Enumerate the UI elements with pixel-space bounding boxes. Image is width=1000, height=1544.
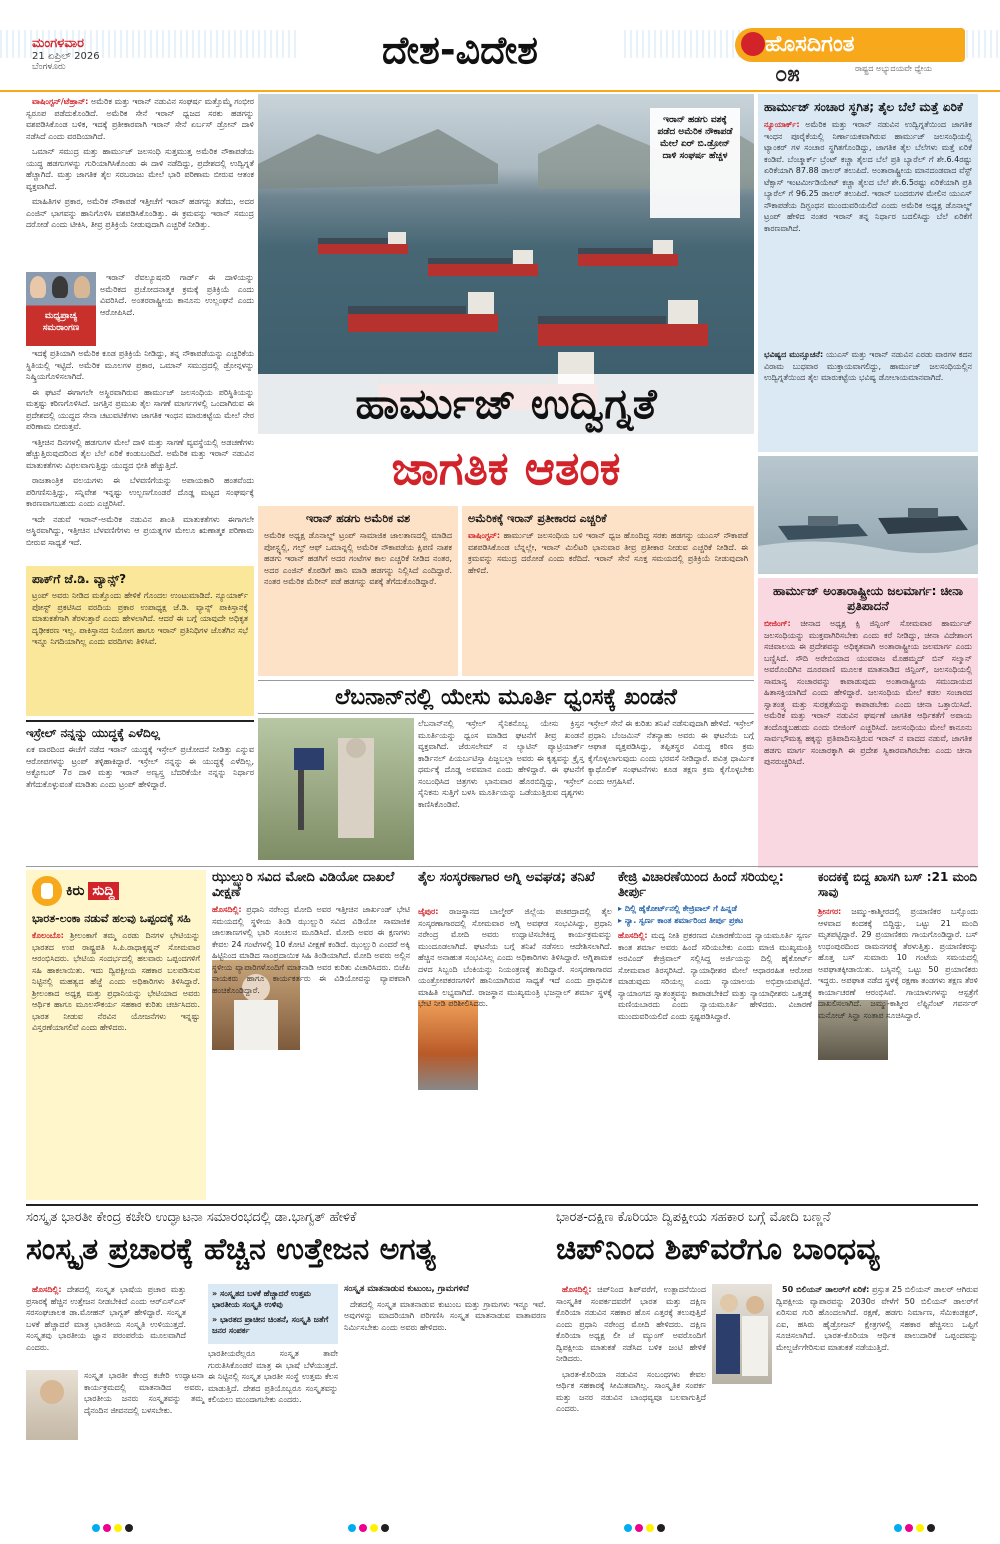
sanskrit-body2: ಸಂಸ್ಕೃತ ಭಾರತೀ ಕೇಂದ್ರ ಕಚೇರಿ ಉದ್ಘಾಟನಾ ಕಾರ್ಯಕ್ರಮದಲ್ಲಿ ಮಾತನಾಡಿದ ಅವರು, ಭಾರತೀಯ ಜನರು ಸಂಸ್ಕೃತವನ್ನು ತಮ್ಮ ದೈನಂದಿನ ಜೀವನದಲ್ಲಿ ಬಳಸಬೇಕು. [84, 1371, 204, 1415]
sanskrit-bullets [208, 1284, 338, 1344]
sanskrit-bullet1: » ಸಂಸ್ಕೃತದ ಬಳಕೆ ಹೆಚ್ಚಾದರೆ ಉತ್ತಮ ಭಾರತೀಯ ಸಂಸ್ಕೃತಿ ಉಳಿವು [212, 1289, 311, 1309]
sanskrit-headline: ಸಂಸ್ಕೃತ ಪ್ರಚಾರಕ್ಕೆ ಹೆಚ್ಚಿನ ಉತ್ತೇಜನ ಅಗತ್ಯ [26, 1232, 436, 1267]
korea-headline: ಚಿಪ್‌ನಿಂದ ಶಿಪ್‌ವರೆಗೂ ಬಾಂಧವ್ಯ [556, 1232, 880, 1267]
lebanon-col2: ಇಸ್ರೇಲ್ ಸೇನೆ ಈ ಕುರಿತು ತನಿಖೆ ನಡೆಸುವುದಾಗಿ ಹೇಳಿದೆ. ಇಸ್ರೇಲ್ ಪ್ರಧಾನಿ ಬೆಂಜಮಿನ್ ನೆತನ್ಯಾಹು ಅವರು ಈ ಘಟನೆಯ ಬಗ್ಗೆ ಆಘಾತ ವ್ಯಕ್ತಪಡಿಸಿದ್ದು, ತಪ್ಪಿತಸ್ಥರ ವಿರುದ್ಧ ಕಠಿಣ ಕ್ರಮ ಕೈಗೊಳ್ಳಲಾಗುವುದು ಎಂದು ಭರವಸೆ ನೀಡಿದ್ದಾರೆ. ಪವಿತ್ರ ಧಾರ್ಮಿಕ ಕ್ಯಾಥೊಲಿಕ್ ಸಂಘಟನೆಗಳು ಕೂಡ ತಕ್ಷಣ ಕ್ರಮ ಕೈಗೊಳ್ಳಬೇಕು ಎಂದು ಆಗ್ರಹಿಸಿವೆ. [588, 719, 754, 786]
korea-bold-line: 50 ಬಿಲಿಯನ್ ಡಾಲರ್‌ಗೆ ಏರಿಕೆ: [782, 1285, 870, 1294]
kejriwal-bullet2: ▸ ನ್ಯಾ. ಸ್ವರ್ಣ ಕಾಂತ ಶರ್ಮಾರಿಂದ ತೀರ್ಪು ಪ್ರಕಟ [618, 916, 744, 925]
kiru-label-a: ಕಿರು [66, 883, 85, 899]
photo-caption: ಇರಾನ್ ಹಡಗು ವಶಕ್ಕೆ ಪಡೆದ ಅಮೆರಿಕ ನೌಕಾಪಡೆ ಮೇಲೆ ಏರ್ ಬಿ.ಡ್ರೋನ್ ದಾಳಿ ಸಂಘರ್ಷ ಹೆಚ್ಚಳ [650, 108, 740, 218]
kiru-hand-icon [32, 876, 62, 906]
korea-kicker: ಭಾರತ-ದಕ್ಷಿಣ ಕೊರಿಯಾ ದ್ವಿಪಕ್ಷೀಯ ಸಹಕಾರ ಬಗ್ಗೆ ಮೋದಿ ಬಣ್ಣನೆ [556, 1210, 831, 1225]
lead-p8: ರಾಜತಾಂತ್ರಿಕ ವಲಯಗಳು ಈ ಬೆಳವಣಿಗೆಯನ್ನು ಅಪಾಯಕಾರಿ ಹಂತವೆಂದು ಪರಿಗಣಿಸುತ್ತಿದ್ದು, ಸನ್ನಿವೇಶ ಇನ್ನಷ್ಟು ಉಲ್ಬಣಗೊಂಡರೆ ದೊಡ್ಡ ಮಟ್ಟದ ಸಂಘರ್ಷಕ್ಕೆ ಕಾರಣವಾಗಬಹುದು ಎಂದು ಎಚ್ಚರಿಸಿವೆ. [26, 476, 254, 508]
speedboat-photo [758, 456, 978, 574]
hormuz-box [758, 94, 978, 452]
kiru-title: ಭಾರತ-ಲಂಕಾ ನಡುವೆ ಹಲವು ಒಪ್ಪಂದಕ್ಕೆ ಸಹಿ [32, 912, 191, 925]
pak-box [26, 566, 254, 716]
kiru-dateline: ಕೊಲಂಬೊ: [32, 931, 64, 940]
section-title: ದೇಶ-ವಿದೇಶ [300, 28, 620, 78]
iran-us-right-body: ಹಾರ್ಮುಜ್ ಜಲಸಂಧಿಯ ಬಳಿ ಇರಾನ್ ಧ್ವಜ ಹೊಂದಿದ್ದ ಸರಕು ಹಡಗನ್ನು ಯುಎಸ್ ನೌಕಾಪಡೆ ವಶಪಡಿಸಿಕೊಂಡ ಬೆನ್ನಲ್ಲೇ, ಇರಾನ್ ಮಿಲಿಟರಿ ಭಾನುವಾರ ತೀವ್ರ ಪ್ರತೀಕಾರ ನೀಡುವ ಎಚ್ಚರಿಕೆ ನೀಡಿದೆ. ಈ ಕ್ರಮವನ್ನು ಸಮುದ್ರ ದರೋಡೆ ಎಂದು ಕರೆದಿದೆ. ಇರಾನ್ ಸೇನೆ ಸೂಕ್ತ ಸಮಯದಲ್ಲಿ ಪ್ರತಿಕ್ರಿಯೆ ನೀಡುವುದಾಗಿ ಹೇಳಿದೆ. [468, 531, 748, 575]
kejriwal-dateline: ಹೊಸದಿಲ್ಲಿ: [618, 931, 648, 940]
israel-body: ಏಕ ವಾರದಿಂದ ಈಚೆಗೆ ನಡೆದ ಇರಾನ್ ಯುದ್ಧಕ್ಕೆ ಇಸ್ರೇಲ್ ಪ್ರಚೋದನೆ ನೀಡಿತ್ತು ಎನ್ನುವ ಆರೋಪಗಳನ್ನು ಟ್ರಂಪ್ ತಳ್ಳಿಹಾಕಿದ್ದಾರೆ. ಇಸ್ರೇಲ್ ನನ್ನನ್ನು ಈ ಯುದ್ಧಕ್ಕೆ ಎಳೆದಿಲ್ಲ, ಅಕ್ಟೋಬರ್ 7ರ ದಾಳಿ ಮತ್ತು ಇರಾನ್ ಅಣ್ವಸ್ತ್ರ ಬೆದರಿಕೆಯೇ ನನ್ನನ್ನು ನಿರ್ಧಾರ ತೆಗೆದುಕೊಳ್ಳುವಂತೆ ಮಾಡಿತು ಎಂದು ಟ್ರಂಪ್ ಹೇಳಿದ್ದಾರೆ. [26, 745, 254, 789]
hormuz-body2: ಯುಎಸ್ ಮತ್ತು ಇರಾನ್ ನಡುವಿನ ಎರಡು ವಾರಗಳ ಕದನ ವಿರಾಮ ಬುಧವಾರ ಮುಕ್ತಾಯವಾಗಲಿದ್ದು, ಹಾರ್ಮುಜ್ ಜಲಸಂಧಿಯಲ್ಲಿನ ಉದ್ವಿಗ್ನತೆಯಿಂದ ತೈಲ ಮಾರುಕಟ್ಟೆಯ ಭವಿಷ್ಯ ಡೋಲಾಯಮಾನವಾಗಿದೆ. [764, 350, 972, 382]
pak-body: ಟ್ರಂಪ್ ಅವರು ನೀಡಿದ ಮತ್ತೊಂದು ಹೇಳಿಕೆ ಗೊಂದಲ ಉಂಟುಮಾಡಿದೆ. ನ್ಯೂಯಾರ್ಕ್ ಪೋಸ್ಟ್ ಪ್ರಕಟಿಸಿದ ವರದಿಯ ಪ್ರಕಾರ ಉಪಾಧ್ಯಕ್ಷ ಜೆ.ಡಿ. ವ್ಯಾನ್ಸ್ ಪಾಕಿಸ್ತಾನಕ್ಕೆ ಮಾತುಕತೆಗಾಗಿ ತೆರಳುತ್ತಾರೆ ಎಂದು ಹೇಳಲಾಗಿದೆ. ಆದರೆ ಈ ಬಗ್ಗೆ ಯಾವುದೇ ಅಧಿಕೃತ ದೃಢೀಕರಣ ಇಲ್ಲ. ಪಾಕಿಸ್ತಾನದ ನಿಯೋಗ ಹಾಗೂ ಇರಾನ್ ಪ್ರತಿನಿಧಿಗಳ ಜೊತೆಗಿನ ಸಭೆ ಇನ್ನೂ ನಿಗದಿಯಾಗಿಲ್ಲ ಎಂದು ವರದಿಗಳು ತಿಳಿಸಿವೆ. [32, 591, 248, 646]
mideast-badge [26, 272, 96, 346]
hormuz-title: ಹಾರ್ಮುಜ್ ಸಂಚಾರ ಸ್ಥಗಿತ; ತೈಲ ಬೆಲೆ ಮತ್ತೆ ಏರಿಕೆ [764, 100, 963, 114]
lead-p3: ಮಾಹಿತಿಗಳ ಪ್ರಕಾರ, ಅಮೆರಿಕ ನೌಕಾಪಡೆ ಇತ್ತೀಚೆಗೆ ಇರಾನ್ ಹಡಗನ್ನು ತಡೆದು, ಅದರ ಎಂಜಿನ್ ಭಾಗವನ್ನು ಹಾನಿಗೊಳಿಸಿ ವಶಪಡಿಸಿಕೊಂಡಿತ್ತು. ಈ ಕ್ರಮವನ್ನು ಇರಾನ್ ಸಮುದ್ರ ದರೋಡೆ ಎಂದು ಟೀಕಿಸಿ, ತೀವ್ರ ಪ್ರತಿಕ್ರಿಯೆ ನೀಡುವುದಾಗಿ ಎಚ್ಚರಿಕೆ ನೀಡಿತ್ತು. [26, 197, 254, 229]
header-day: ಮಂಗಳವಾರ [32, 36, 85, 51]
iran-us-left-title: ಇರಾನ್ ಹಡಗು ಅಮೆರಿಕ ವಶ [305, 512, 411, 525]
mid-rule [26, 866, 978, 867]
print-dots-1 [92, 1524, 133, 1532]
modi-video-title: ಝುಲ್ಝುರಿ ಸವಿದ ಮೋದಿ ವಿಡಿಯೋ ದಾಖಲೆ ವೀಕ್ಷಣೆ [212, 870, 395, 900]
refinery-photo [418, 1000, 478, 1090]
mideast-badge-label: ಮಧ್ಯಪ್ರಾಚ್ಯ ಸಮರಾಂಗಣ [42, 311, 80, 333]
korea-body2: ಭಾರತ-ಕೊರಿಯಾ ನಡುವಿನ ಸಂಬಂಧಗಳು ಕೇವಲ ಆರ್ಥಿಕ ಸಹಕಾರಕ್ಕೆ ಸೀಮಿತವಾಗಿಲ್ಲ. ಸಾಂಸ್ಕೃತಿಕ ಸಂಪರ್ಕ ಮತ್ತು ಜನರ ನಡುವಿನ ಬಾಂಧವ್ಯವೂ ಬಲವಾಗುತ್ತಿದೆ ಎಂದರು. [556, 1369, 706, 1413]
refinery-title: ತೈಲ ಸಂಸ್ಕರಣಾಗಾರ ಅಗ್ನಿ ಅವಘಡ; ತನಿಖೆ [418, 870, 595, 885]
iran-us-right-title: ಅಮೆರಿಕಕ್ಕೆ ಇರಾನ್ ಪ್ರತೀಕಾರದ ಎಚ್ಚರಿಕೆ [468, 512, 607, 525]
lead-story-top [26, 96, 254, 270]
kejriwal-bullet1: ▸ ದಿಲ್ಲಿ ಹೈಕೋರ್ಟ್‌ನಲ್ಲಿ ಕೇಜ್ರಿವಾಲ್ ಗೆ ಹಿನ್ನಡೆ [618, 904, 737, 913]
page-header [0, 0, 1000, 92]
lead-p4: ಇರಾನ್ ರೆವಲ್ಯೂಷನರಿ ಗಾರ್ಡ್ ಈ ದಾಳಿಯನ್ನು ಅಮೆರಿಕದ ಪ್ರಚೋದನಾತ್ಮಕ ಕ್ರಮಕ್ಕೆ ಪ್ರತಿಕ್ರಿಯೆ ಎಂದು ವಿವರಿಸಿದೆ. ಅಂತರರಾಷ್ಟ್ರೀಯ ಕಾನೂನು ಉಲ್ಲಂಘನೆ ಎಂದು ಆರೋಪಿಸಿದೆ. [100, 273, 254, 317]
header-date: 21 ಏಪ್ರಿಲ್ 2026 [32, 51, 100, 62]
kejriwal-title: ಕೇಜ್ರಿ ವಿಚಾರಣೆಯಿಂದ ಹಿಂದೆ ಸರಿಯಲ್ಲ: ತೀರ್ಪು [618, 870, 784, 900]
sanskrit-body3: ಭಾರತೀಯರೆಲ್ಲರೂ ಸಂಸ್ಕೃತ ತಾವೇ ಗುರುತಿಸಿಕೊಂಡರೆ ಮಾತ್ರ ಈ ಭಾಷೆ ಬೆಳೆಯುತ್ತದೆ. ಈ ನಿಟ್ಟಿನಲ್ಲಿ ಸಂಸ್ಕೃತ ಭಾರತೀ ಸಂಸ್ಥೆ ಉತ್ತಮ ಕೆಲಸ ಮಾಡುತ್ತಿದೆ. ದೇಶದ ಪ್ರತಿಯೊಬ್ಬರೂ ಸಂಸ್ಕೃತವನ್ನು ಕಲಿಯಲು ಮುಂದಾಗಬೇಕು ಎಂದರು. [208, 1349, 338, 1404]
korea-col1 [556, 1284, 706, 1516]
iran-us-right [462, 506, 754, 676]
korea-body1: ಚಿಪ್‌ನಿಂದ ಶಿಪ್‌ವರೆಗೆ, ಉತ್ಪಾದನೆಯಿಂದ ಸಾಂಸ್ಕೃತಿಕ ಸಂಪರ್ಕದವರೆಗೆ ಭಾರತ ಮತ್ತು ದಕ್ಷಿಣ ಕೊರಿಯಾ ನಡುವಿನ ಸಹಕಾರ ಹೊಸ ಎತ್ತರಕ್ಕೆ ತಲುಪುತ್ತಿದೆ ಎಂದು ಪ್ರಧಾನಿ ನರೇಂದ್ರ ಮೋದಿ ಹೇಳಿದರು. ದಕ್ಷಿಣ ಕೊರಿಯಾ ಅಧ್ಯಕ್ಷ ಲೀ ಜೆ ಮ್ಯುಂಗ್ ಅವರೊಂದಿಗೆ ದ್ವಿಪಕ್ಷೀಯ ಮಾತುಕತೆ ನಡೆಸಿದ ಬಳಿಕ ಜಂಟಿ ಹೇಳಿಕೆ ನೀಡಿದರು. [556, 1285, 707, 1363]
lead-p7: ಇತ್ತೀಚಿನ ದಿನಗಳಲ್ಲಿ ಹಡಗುಗಳ ಮೇಲೆ ದಾಳಿ ಮತ್ತು ಸಾಗಣೆ ವ್ಯವಸ್ಥೆಯಲ್ಲಿ ಅಡಚಣೆಗಳು ಹೆಚ್ಚುತ್ತಿರುವುದರಿಂದ ತೈಲ ಬೆಲೆ ಏರಿಕೆ ಕಂಡುಬಂದಿದೆ. ಅಮೆರಿಕ ಮತ್ತು ಇರಾನ್ ನಡುವಿನ ಮಾತುಕತೆಗಳು ವಿಫಲವಾಗುತ್ತಿದ್ದು ಯುದ್ಧದ ಭೀತಿ ಹೆಚ್ಚುತ್ತಿದೆ. [26, 437, 254, 470]
sanskrit-dateline: ಹೊಸದಿಲ್ಲಿ: [32, 1285, 62, 1294]
iran-us-right-dateline: ವಾಷಿಂಗ್ಟನ್: [468, 531, 501, 540]
hormuz-dateline: ನ್ಯೂಯಾರ್ಕ್: [764, 120, 800, 129]
lead-story-side [100, 272, 254, 346]
date-box [32, 36, 142, 82]
header-rule [0, 90, 1000, 92]
iran-us-left-body: ಅಮೆರಿಕ ಅಧ್ಯಕ್ಷ ಡೊನಾಲ್ಡ್ ಟ್ರಂಪ್ ಸಾಮಾಜಿಕ ಜಾಲತಾಣದಲ್ಲಿ ಮಾಡಿದ ಪೋಸ್ಟ್ನಲ್ಲಿ, ಗಲ್ಫ್ ಆಫ್ ಒಮಾನ್ನಲ್ಲಿ ಅಮೆರಿಕ ನೌಕಾಪಡೆಯ ಕ್ಷಿಪಣಿ ನಾಶಕ ಹಡಗು ಇರಾನ್ ಹಡಗಿಗೆ ಅದರ ಗಂಟೆಗಳ ಕಾಲ ಎಚ್ಚರಿಕೆ ನೀಡಿದ ನಂತರ, ಅದರ ಎಂಜಿನ್ ಕೊಠಡಿಗೆ ಹಾನಿ ಮಾಡಿ ಹಡಗನ್ನು ನಿಲ್ಲಿಸಿದೆ ಎಂದಿದ್ದಾರೆ. ನಂತರ ಅಮೆರಿಕ ಮೆರೀನ್ ಪಡೆ ಹಡಗನ್ನು ವಶಕ್ಕೆ ತೆಗೆದುಕೊಂಡಿದ್ದಾರೆ. [264, 531, 452, 586]
kiru-body: ಶ್ರೀಲಂಕಾಗೆ ತಮ್ಮ ಎರಡು ದಿನಗಳ ಭೇಟಿಯನ್ನು ಭಾರತದ ಉಪ ರಾಷ್ಟ್ರಪತಿ ಸಿ.ಪಿ.ರಾಧಾಕೃಷ್ಣನ್ ಸೋಮವಾರ ಆರಂಭಿಸಿದರು. ಭೇಟಿಯ ಸಂದರ್ಭದಲ್ಲಿ ಹಲವಾರು ಒಪ್ಪಂದಗಳಿಗೆ ಸಹಿ ಹಾಕಲಾಯಿತು. ಇದು ದ್ವಿಪಕ್ಷೀಯ ಸಹಕಾರ ಬಲಪಡಿಸುವ ನಿಟ್ಟಿನಲ್ಲಿ ಮಹತ್ವದ ಹೆಜ್ಜೆ ಎಂದು ಅಧಿಕಾರಿಗಳು ತಿಳಿಸಿದ್ದಾರೆ. ಶ್ರೀಲಂಕಾದ ಅಧ್ಯಕ್ಷ ಮತ್ತು ಪ್ರಧಾನಿಯನ್ನು ಭೇಟಿಯಾದ ಅವರು ಆರ್ಥಿಕ ಹಾಗೂ ಮೂಲಸೌಕರ್ಯ ಸಹಕಾರ ಕುರಿತು ಚರ್ಚಿಸಿದರು. ಭಾರತ ನೀಡುವ ನೆರವಿನ ಯೋಜನೆಗಳು ಇನ್ನಷ್ಟು ವಿಸ್ತರಣೆಯಾಗಲಿವೆ ಎಂದು ಹೇಳಿದರು. [32, 931, 200, 1032]
modi-video-body: ಪ್ರಧಾನಿ ನರೇಂದ್ರ ಮೋದಿ ಅವರ ಇತ್ತೀಚಿನ ಜಾರ್ಖಂಡ್ ಭೇಟಿ ಸಮಯದಲ್ಲಿ ಸ್ಥಳೀಯ ತಿಂಡಿ ಝುಲ್ಝುರಿ ಸವಿದ ವಿಡಿಯೋ ಸಾಮಾಜಿಕ ಜಾಲತಾಣಗಳಲ್ಲಿ ಭಾರಿ ಸಂಚಲನ ಮೂಡಿಸಿದೆ. ಮೋದಿ ಅವರ ಈ ಕ್ಷಣಗಳು ಕೇವಲ 24 ಗಂಟೆಗಳಲ್ಲಿ 10 ಕೋಟಿ ವೀಕ್ಷಣೆ ಕಂಡಿದೆ. ಝುಲ್ಝುರಿ ಎಂದರೆ ಅಕ್ಕಿ ಹಿಟ್ಟಿನಿಂದ ಮಾಡಿದ ಸಾಂಪ್ರದಾಯಿಕ ಸಿಹಿ ತಿಂಡಿಯಾಗಿದೆ. ಮೋದಿ ಅವರು ಅಲ್ಲಿನ ಸ್ಥಳೀಯ ವ್ಯಾಪಾರಿಗಳೊಂದಿಗೆ ಮಾತನಾಡಿ ಅವರ ಕುರಿತು ವಿಚಾರಿಸಿದರು. ಬಿಜೆಪಿ ನಾಯಕರು ಹಾಗೂ ಕಾರ್ಯಕರ್ತರು ಈ ವಿಡಿಯೋವನ್ನು ವ್ಯಾಪಕವಾಗಿ ಹಂಚಿಕೊಂಡಿದ್ದಾರೆ. [212, 905, 410, 995]
kejriwal-body: ಮದ್ಯ ನೀತಿ ಪ್ರಕರಣದ ವಿಚಾರಣೆಯಿಂದ ನ್ಯಾಯಮೂರ್ತಿ ಸ್ವರ್ಣ ಕಾಂತ ಶರ್ಮಾ ಅವರು ಹಿಂದೆ ಸರಿಯಬೇಕು ಎಂದು ಮಾಜಿ ಮುಖ್ಯಮಂತ್ರಿ ಅರವಿಂದ್ ಕೇಜ್ರಿವಾಲ್ ಸಲ್ಲಿಸಿದ್ದ ಅರ್ಜಿಯನ್ನು ದಿಲ್ಲಿ ಹೈಕೋರ್ಟ್ ಸೋಮವಾರ ತಿರಸ್ಕರಿಸಿದೆ. ನ್ಯಾಯಾಧೀಶರ ಮೇಲೆ ಆಧಾರರಹಿತ ಆರೋಪ ಮಾಡುವುದು ಸರಿಯಲ್ಲ ಎಂದು ನ್ಯಾಯಾಲಯ ಅಭಿಪ್ರಾಯಪಟ್ಟಿದೆ. ನ್ಯಾಯಾಂಗದ ಸ್ವಾತಂತ್ರ್ಯವನ್ನು ಕಾಪಾಡಬೇಕಿದೆ ಮತ್ತು ನ್ಯಾಯಾಧೀಶರು ಒತ್ತಡಕ್ಕೆ ಮಣಿಯಬಾರದು ಎಂದು ನ್ಯಾಯಮೂರ್ತಿ ಹೇಳಿದರು. ವಿಚಾರಣೆ ಮುಂದುವರಿಯಲಿದೆ ಎಂದು ಸ್ಪಷ್ಟಪಡಿಸಿದ್ದಾರೆ. [618, 931, 812, 1021]
bus-dateline: ಶ್ರೀನಗರ: [818, 907, 842, 916]
israel-title: ಇಸ್ರೇಲ್ ನನ್ನನ್ನು ಯುದ್ಧಕ್ಕೆ ಎಳೆದಿಲ್ಲ [26, 726, 160, 740]
refinery-body: ರಾಜಸ್ಥಾನದ ಬಾಲ್ಮೇರ್ ಜಿಲ್ಲೆಯ ಪಚಪದ್ರಾದಲ್ಲಿ ತೈಲ ಸಂಸ್ಕರಣಾಗಾರದಲ್ಲಿ ಸೋಮವಾರ ಅಗ್ನಿ ಅವಘಡ ಸಂಭವಿಸಿದ್ದು, ಪ್ರಧಾನಿ ನರೇಂದ್ರ ಮೋದಿ ಅವರು ಉದ್ಘಾಟಿಸಬೇಕಿದ್ದ ಕಾರ್ಯಕ್ರಮವನ್ನು ಮುಂದೂಡಲಾಗಿದೆ. ಘಟನೆಯ ಬಗ್ಗೆ ತನಿಖೆ ನಡೆಸಲು ಆದೇಶಿಸಲಾಗಿದೆ. ಹೆಚ್ಚಿನ ಅನಾಹುತ ಸಂಭವಿಸಿಲ್ಲ ಎಂದು ಅಧಿಕಾರಿಗಳು ತಿಳಿಸಿದ್ದಾರೆ. ಅಗ್ನಿಶಾಮಕ ದಳದ ಸಿಬ್ಬಂದಿ ಬೆಂಕಿಯನ್ನು ನಿಯಂತ್ರಣಕ್ಕೆ ತಂದಿದ್ದಾರೆ. ಸಂಸ್ಕರಣಾಗಾರದ ಯಂತ್ರೋಪಕರಣಗಳಿಗೆ ಹಾನಿಯಾಗಿರುವ ಸಾಧ್ಯತೆ ಇದೆ ಎಂದು ಪ್ರಾಥಮಿಕ ಮಾಹಿತಿ ಲಭ್ಯವಾಗಿದೆ. ರಾಜಸ್ಥಾನ ಮುಖ್ಯಮಂತ್ರಿ ಭಜನ್ಲಾಲ್ ಶರ್ಮಾ ಸ್ಥಳಕ್ಕೆ ಭೇಟಿ ನೀಡಿ ಪರಿಶೀಲಿಸಿದರು. [418, 907, 612, 1008]
sanskrit-bullet2: » ಭಾರತದ ಪ್ರಾಚೀನ ಚಿಂತನೆ, ಸಂಸ್ಕೃತಿ ಜತೆಗೆ ಜನರ ಸಂಪರ್ಕ [212, 1315, 329, 1335]
lower-rule [26, 1204, 978, 1206]
print-dots-2 [348, 1524, 389, 1532]
lead-story-bottom [26, 348, 254, 558]
korea-col3 [776, 1284, 978, 1516]
bus-story [818, 870, 978, 1200]
refinery-dateline: ಜೈಪುರ: [418, 907, 439, 916]
hormuz-sub: ಭವಿಷ್ಯದ ಮುನ್ಸೂಚನೆ: [764, 350, 824, 359]
lead-p9: ಇದೇ ನಡುವೆ ಇರಾನ್-ಅಮೆರಿಕ ನಡುವಿನ ಶಾಂತಿ ಮಾತುಕತೆಗಳು ಈಗಾಗಲೇ ಅಸ್ಥಿರವಾಗಿದ್ದು, ಇತ್ತೀಚಿನ ಬೆಳವಣಿಗೆಗಳು ಆ ಪ್ರಯತ್ನಗಳ ಮೇಲೂ ಋಣಾತ್ಮಕ ಪರಿಣಾಮ ಬೀರುವ ಸಾಧ್ಯತೆ ಇದೆ. [26, 514, 254, 547]
print-dots-3 [624, 1524, 665, 1532]
bus-title: ಕಂದಕಕ್ಕೆ ಬಿದ್ದ ಖಾಸಗಿ ಬಸ್ :21 ಮಂದಿ ಸಾವು [818, 870, 977, 899]
page-number: ೦೫ [775, 62, 800, 87]
bus-body: ಜಮ್ಮು-ಕಾಶ್ಮೀರದಲ್ಲಿ ಪ್ರಯಾಣಿಕರ ಬಸ್ಸೊಂದು ಆಳವಾದ ಕಂದಕಕ್ಕೆ ಬಿದ್ದಿದ್ದು, ಒಟ್ಟು 21 ಮಂದಿ ಮೃತಪಟ್ಟಿದ್ದಾರೆ. 29 ಪ್ರಯಾಣಿಕರು ಗಾಯಗೊಂಡಿದ್ದಾರೆ. ಬಸ್ ಉಧಂಪುರದಿಂದ ರಾಮನಗರಕ್ಕೆ ತೆರಳುತ್ತಿತ್ತು. ಪ್ರಯಾಣಿಕರನ್ನು ಹೊತ್ತ ಬಸ್ ಸುಮಾರು 10 ಗಂಟೆಯ ಸಮಯದಲ್ಲಿ ಅಪಘಾತಕ್ಕೀಡಾಯಿತು. ಬಸ್ಸಿನಲ್ಲಿ ಒಟ್ಟು 50 ಪ್ರಯಾಣಿಕರು ಇದ್ದರು. ಅಪಘಾತ ನಡೆದ ಸ್ಥಳಕ್ಕೆ ರಕ್ಷಣಾ ತಂಡಗಳು ತಕ್ಷಣ ತೆರಳಿ ಕಾರ್ಯಾಚರಣೆ ಆರಂಭಿಸಿವೆ. ಗಾಯಾಳುಗಳನ್ನು ಆಸ್ಪತ್ರೆಗೆ ದಾಖಲಿಸಲಾಗಿದೆ. ಜಮ್ಮು-ಕಾಶ್ಮೀರ ಲೆಫ್ಟಿನೆಂಟ್ ಗವರ್ನರ್ ಮನೋಜ್ ಸಿನ್ಹಾ ಸಂತಾಪ ಸೂಚಿಸಿದ್ದಾರೆ. [818, 907, 979, 1020]
modi-video-story [212, 870, 410, 1200]
sanskrit-sub: ಸಂಸ್ಕೃತ ಮಾತನಾಡುವ ಕುಟುಂಬ, ಗ್ರಾಮಗಳಿವೆ [344, 1284, 469, 1294]
kejriwal-story [618, 870, 812, 1200]
korea-dateline: ಹೊಸದಿಲ್ಲಿ: [562, 1285, 592, 1294]
logo-emblem-icon [741, 32, 765, 56]
lead-p2: ಒಮಾನ್ ಸಮುದ್ರ ಮತ್ತು ಹಾರ್ಮುಜ್ ಜಲಸಂಧಿ ಸುತ್ತಮುತ್ತ ಅಮೆರಿಕ ನೌಕಾಪಡೆಯ ಯುದ್ಧ ಹಡಗುಗಳನ್ನು ಗುರಿಯಾಗಿಸಿಕೊಂಡು ಈ ದಾಳಿ ನಡೆದಿದ್ದು, ಪ್ರದೇಶದಲ್ಲಿ ಉದ್ವಿಗ್ನತೆ ಹೆಚ್ಚಾಗಿದೆ. ಮತ್ತು ಜಾಗತಿಕ ತೈಲ ಸರಬರಾಜು ಮೇಲೆ ಭಾರಿ ಪರಿಣಾಮ ಬೀರುವ ಆತಂಕ ವ್ಯಕ್ತವಾಗಿದೆ. [26, 147, 254, 191]
strait-box [758, 578, 978, 868]
lebanon-photo [258, 718, 414, 860]
lebanon-col1: ಲೆಬನಾನ್‌ನಲ್ಲಿ ಇಸ್ರೇಲ್ ಸೈನಿಕನೊಬ್ಬ ಯೇಸು ಕ್ರಿಸ್ತನ ಮೂರ್ತಿಯನ್ನು ಧ್ವಂಸ ಮಾಡಿದ ಘಟನೆಗೆ ತೀವ್ರ ಖಂಡನೆ ವ್ಯಕ್ತವಾಗಿದೆ. ಜೆರುಸಲೇಮ್ ನ ಲ್ಯಾಟಿನ್ ಪ್ಯಾಟ್ರಿಯಾರ್ಕ್ ಕಾರ್ಡಿನಲ್ ಪಿಯರ್ಬಟಿಸ್ತಾ ಪಿಜ್ಜಬಲ್ಲಾ ಅವರು ಈ ಕೃತ್ಯವನ್ನು ಕ್ರೈಸ್ತ ಧರ್ಮಕ್ಕೆ ದೊಡ್ಡ ಅವಮಾನ ಎಂದು ಹೇಳಿದ್ದಾರೆ. ಈ ಘಟನೆಗೆ ಸಂಬಂಧಿಸಿದ ಚಿತ್ರಗಳು ಭಾನುವಾರ ಹೊರಬಿದ್ದಿದ್ದು, ಇಸ್ರೇಲ್ ಸೈನಿಕನು ಸುತ್ತಿಗೆ ಬಳಸಿ ಮೂರ್ತಿಯನ್ನು ಒಡೆಯುತ್ತಿರುವ ದೃಶ್ಯಗಳು ಕಾಣಿಸಿಕೊಂಡಿವೆ. [418, 719, 584, 809]
kiru-box [26, 870, 206, 1200]
pak-title: ಪಾಕ್‌ಗೆ ಜೆ.ಡಿ. ವ್ಯಾನ್ಸ್? [32, 572, 127, 586]
print-dots-4 [894, 1524, 935, 1532]
korea-photo [712, 1284, 772, 1384]
main-headline-line1: ಹಾರ್ಮುಜ್ ಉದ್ವಿಗ್ನತೆ [258, 374, 754, 434]
strait-dateline: ಬೀಜಿಂಗ್: [764, 619, 791, 628]
lead-p5: ಇದಕ್ಕೆ ಪ್ರತಿಯಾಗಿ ಅಮೆರಿಕ ಕೂಡ ಪ್ರತಿಕ್ರಿಯೆ ನೀಡಿದ್ದು, ತನ್ನ ನೌಕಾಪಡೆಯನ್ನು ಎಚ್ಚರಿಕೆಯ ಸ್ಥಿತಿಯಲ್ಲಿ ಇಟ್ಟಿದೆ. ಅಮೆರಿಕ ಮೂಲಗಳ ಪ್ರಕಾರ, ಒಮಾನ್ ಸಮುದ್ರದಲ್ಲಿ ಡ್ರೋನ್ಗಳನ್ನು ನಿಷ್ಕ್ರಿಯಗೊಳಿಸಲಾಗಿದೆ. [26, 349, 254, 381]
lead-p1: ಅಮೆರಿಕ ಮತ್ತು ಇರಾನ್ ನಡುವಿನ ಸಂಘರ್ಷ ಮತ್ತೊಮ್ಮೆ ಗಂಭೀರ ಸ್ವರೂಪ ಪಡೆದುಕೊಂಡಿದೆ. ಅಮೆರಿಕ ಸೇನೆ ಇರಾನ್ ಧ್ವಜದ ಸರಕು ಹಡಗನ್ನು ವಶಪಡಿಸಿಕೊಂಡ ಬಳಿಕ, ಇದಕ್ಕೆ ಪ್ರತೀಕಾರವಾಗಿ ಇರಾನ್ ಸೇನೆ ಏರ್ಬಸ್ ಡ್ರೋನ್ ದಾಳಿ ನಡೆಸಿದೆ ಎಂದು ವರದಿಯಾಗಿದೆ. [26, 97, 254, 141]
korea-body3: ಪ್ರಸ್ತುತ 25 ಬಿಲಿಯನ್ ಡಾಲರ್ ಆಗಿರುವ ದ್ವಿಪಕ್ಷೀಯ ವ್ಯಾಪಾರವನ್ನು 2030ರ ವೇಳೆಗೆ 50 ಬಿಲಿಯನ್ ಡಾಲರ್‌ಗೆ ಏರಿಸುವ ಗುರಿ ಹೊಂದಲಾಗಿದೆ. ರಕ್ಷಣೆ, ಹಡಗು ನಿರ್ಮಾಣ, ಸೆಮಿಕಂಡಕ್ಟರ್, ಎಐ, ಹಸಿರು ಹೈಡ್ರೋಜನ್ ಕ್ಷೇತ್ರಗಳಲ್ಲಿ ಸಹಕಾರ ಹೆಚ್ಚಿಸಲು ಒಪ್ಪಿಗೆ ಸೂಚಿಸಲಾಗಿದೆ. ಭಾರತ-ಕೊರಿಯಾ ಆರ್ಥಿಕ ಪಾಲುದಾರಿಕೆ ಒಪ್ಪಂದವನ್ನು ಮೇಲ್ದರ್ಜೆಗೇರಿಸುವ ಮಾತುಕತೆ ನಡೆಯುತ್ತಿದೆ. [776, 1285, 979, 1352]
sanskrit-body4: ದೇಶದಲ್ಲಿ ಸಂಸ್ಕೃತ ಮಾತನಾಡುವ ಕುಟುಂಬ ಮತ್ತು ಗ್ರಾಮಗಳು ಇನ್ನೂ ಇವೆ. ಅವುಗಳನ್ನು ಮಾದರಿಯಾಗಿ ಪರಿಗಣಿಸಿ ಸಂಸ್ಕೃತ ಮಾತನಾಡುವ ವಾತಾವರಣ ನಿರ್ಮಿಸಬೇಕು ಎಂದು ಅವರು ಹೇಳಿದರು. [344, 1299, 546, 1332]
lead-dateline: ವಾಷಿಂಗ್ಟನ್/ಟೆಹ್ರಾನ್: [32, 97, 89, 106]
main-headline-line2: ಜಾಗತಿಕ ಆತಂಕ [391, 441, 621, 495]
tagline: ರಾಷ್ಟ್ರದ ಅಭ್ಯುದಯವೇ ಧ್ಯೇಯ [855, 64, 932, 73]
header-city: ಬೆಂಗಳೂರು [32, 62, 66, 72]
hormuz-body: ಅಮೆರಿಕ ಮತ್ತು ಇರಾನ್ ನಡುವಿನ ಉದ್ವಿಗ್ನತೆಯಿಂದ ಜಾಗತಿಕ ಇಂಧನ ಪೂರೈಕೆಯಲ್ಲಿ ನಿರ್ಣಾಯಕವಾಗಿರುವ ಹಾರ್ಮುಜ್ ಜಲಸಂಧಿಯಲ್ಲಿ ಟ್ಯಾಂಕರ್ ಗಳ ಸಂಚಾರ ಸ್ಥಗಿತಗೊಂಡಿದ್ದು, ಜಾಗತಿಕ ತೈಲ ಬೆಲೆಗಳು ಮತ್ತೆ ಏರಿಕೆ ಕಂಡಿವೆ. ಬೆಂಚ್ಮಾರ್ಕ್ ಬ್ರೆಂಟ್ ಕಚ್ಚಾ ತೈಲದ ಬೆಲೆ ಪ್ರತಿ ಬ್ಯಾರೆಲ್ ಗೆ ಶೇ.6.4ರಷ್ಟು ಏರಿಕೆಯಾಗಿ 87.88 ಡಾಲರ್ ತಲುಪಿದೆ. ಅಂತಾರಾಷ್ಟ್ರೀಯ ಮಾನದಂಡವಾದ ವೆಸ್ಟ್ ಟೆಕ್ಸಾಸ್ ಇಂಟರ್ಮೀಡಿಯೇಟ್ ಕಚ್ಚಾ ತೈಲದ ಬೆಲೆ ಶೇ.6.5ರಷ್ಟು ಏರಿಕೆಯಾಗಿ ಪ್ರತಿ ಬ್ಯಾರೆಲ್ ಗೆ 96.25 ಡಾಲರ್ ತಲುಪಿದೆ. ಇರಾನ್ ಬಂದರುಗಳ ಮೇಲಿನ ಯುಎಸ್ ನೌಕಾಪಡೆಯ ದಿಗ್ಬಂಧನ ಮುಂದುವರಿಯಲಿದೆ ಎಂದು ಅಮೆರಿಕ ಅಧ್ಯಕ್ಷ ಡೊನಾಲ್ಡ್ ಟ್ರಂಪ್ ಹೇಳಿದ ನಂತರ ಇರಾನ್ ತನ್ನ ನಿರ್ಧಾರ ಬದಲಿಸಿದ್ದು ಬೆಲೆ ಏರಿಕೆಗೆ ಕಾರಣವಾಗಿದೆ. [764, 120, 973, 233]
sanskrit-col3 [344, 1284, 546, 1516]
lebanon-headline: ಲೆಬನಾನ್‌ನಲ್ಲಿ ಯೇಸು ಮೂರ್ತಿ ಧ್ವಂಸಕ್ಕೆ ಖಂಡನೆ [258, 680, 754, 714]
strait-body: ಚೀನಾದ ಅಧ್ಯಕ್ಷ ಕ್ಸಿ ಜಿನ್ಪಿಂಗ್ ಸೋಮವಾರ ಹಾರ್ಮುಜ್ ಜಲಸಂಧಿಯನ್ನು ಮುಕ್ತವಾಗಿರಿಸಬೇಕು ಎಂದು ಕರೆ ನೀಡಿದ್ದು, ಚೀನಾ ವಿದೇಶಾಂಗ ಸಚಿವಾಲಯ ಈ ಪ್ರದೇಶವನ್ನು ಅಧಿಕೃತವಾಗಿ ಅಂತಾರಾಷ್ಟ್ರೀಯ ಜಲಮಾರ್ಗ ಎಂದು ಬಣ್ಣಿಸಿದೆ. ಸೌದಿ ಅರೇಬಿಯಾದ ಯುವರಾಜ ಮೊಹಮ್ಮದ್ ಬಿನ್ ಸಲ್ಮಾನ್ ಅವರೊಂದಿಗಿನ ದೂರವಾಣಿ ಮೂಲಕ ಮಾತನಾಡಿದ ಜಿನ್ಪಿಂಗ್, ಜಲಸಂಧಿಯಲ್ಲಿ ಸಾಮಾನ್ಯ ಸಂಚಾರವನ್ನು ಕಾಪಾಡುವುದು ಅಂತಾರಾಷ್ಟ್ರೀಯ ಸಮುದಾಯದ ಹಿತಾಸಕ್ತಿಯಾಗಿದೆ ಎಂದು ಹೇಳಿದ್ದಾರೆ. ಜಲಸಂಧಿಯ ಮೇಲೆ ಕಡಲ ಸಂಚಾರದ ಸ್ವಾತಂತ್ರ್ಯ ಮತ್ತು ಸುರಕ್ಷತೆಯನ್ನು ಕಾಪಾಡಬೇಕು ಎಂದು ಚೀನಾ ಒತ್ತಾಯಿಸಿದೆ. ಅಮೆರಿಕ ಮತ್ತು ಇರಾನ್ ನಡುವಿನ ಘರ್ಷಣೆ ಜಾಗತಿಕ ಆರ್ಥಿಕತೆಗೆ ಅಪಾಯ ತಂದೊಡ್ಡಬಹುದು ಎಂದು ಬೀಜಿಂಗ್ ಎಚ್ಚರಿಸಿದೆ. ಜಲಸಂಧಿಯು ಮೇಲೆ ಕಾನೂನು ಸಾರ್ವಭೌಮತ್ವ ಹಕ್ಕನ್ನು ಪ್ರತಿಪಾದಿಸುತ್ತಿರುವ ಇರಾನ್ ನ ವಾದದ ನಡುವೆ, ಜಾಗತಿಕ ಹಡಗು ಮಾರ್ಗ ಸಂಚಾರಕ್ಕಾಗಿ ಈ ಪ್ರದೇಶ ಸ್ವಿಕಾರವಾಗಿರಬೇಕು ಎಂದು ಚೀನಾ ಪುನರುಚ್ಚರಿಸಿದೆ. [764, 619, 972, 766]
logo [735, 28, 965, 86]
refinery-story [418, 870, 612, 1200]
sanskrit-kicker: ಸಂಸ್ಕೃತ ಭಾರತೀ ಕೇಂದ್ರ ಕಚೇರಿ ಉದ್ಘಾಟನಾ ಸಮಾರಂಭದಲ್ಲಿ ಡಾ.ಭಾಗ್ವತ್ ಹೇಳಿಕೆ [26, 1210, 357, 1225]
lead-p6: ಈ ಘಟನೆ ಈಗಾಗಲೇ ಅಸ್ಥಿರವಾಗಿರುವ ಹಾರ್ಮುಜ್ ಜಲಸಂಧಿಯ ಪರಿಸ್ಥಿತಿಯನ್ನು ಮತ್ತಷ್ಟು ಕಠಿಣಗೊಳಿಸಿದೆ. ಜಗತ್ತಿನ ಪ್ರಮುಖ ತೈಲ ಸಾಗಣೆ ಮಾರ್ಗಗಳಲ್ಲಿ ಒಂದಾಗಿರುವ ಈ ಪ್ರದೇಶದಲ್ಲಿ ಯುದ್ಧದ ಸೇನಾ ಚಟುವಟಿಕೆಗಳು ಜಾಗತಿಕ ಇಂಧನ ಮಾರುಕಟ್ಟೆಯ ಮೇಲೆ ನೇರ ಪರಿಣಾಮ ಬೀರುತ್ತವೆ. [26, 387, 254, 431]
kiru-label-b: ಸುದ್ದಿ [88, 882, 118, 900]
israel-box [26, 720, 254, 860]
iran-us-left [258, 506, 458, 676]
strait-title: ಹಾರ್ಮುಜ್ ಅಂತಾರಾಷ್ಟ್ರೀಯ ಜಲಮಾರ್ಗ: ಚೀನಾ ಪ್ರತಿಪಾದನೆ [772, 584, 963, 613]
logo-text: ಹೊಸದಿಗಂತ [765, 32, 855, 57]
sanskrit-body1: ದೇಶದಲ್ಲಿ ಸಂಸ್ಕೃತ ಭಾಷೆಯ ಪ್ರಚಾರ ಮತ್ತು ಪ್ರಸಾರಕ್ಕೆ ಹೆಚ್ಚಿನ ಉತ್ತೇಜನ ನೀಡಬೇಕಿದೆ ಎಂದು ಆರ್‌ಎಸ್‌ಎಸ್ ಸರಸಂಘಚಾಲಕ ಡಾ.ಮೋಹನ್ ಭಾಗ್ವತ್ ಹೇಳಿದ್ದಾರೆ. ಸಂಸ್ಕೃತ ಬಳಕೆ ಹೆಚ್ಚಾದರೆ ಮಾತ್ರ ಭಾರತೀಯ ಸಂಸ್ಕೃತಿ ಉಳಿಯುತ್ತದೆ. ಸಂಸ್ಕೃತವು ಭಾರತೀಯ ಜ್ಞಾನ ಪರಂಪರೆಯ ಮೂಲವಾಗಿದೆ ಎಂದರು. [26, 1285, 186, 1352]
modi-video-dateline: ಹೊಸದಿಲ್ಲಿ: [212, 905, 242, 914]
